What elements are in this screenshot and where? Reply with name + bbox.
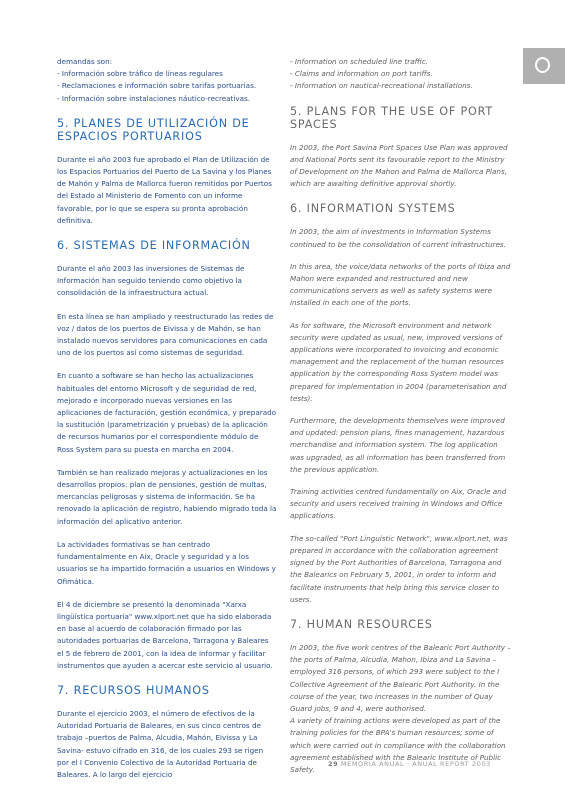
paragraph: Furthermore, the developments themselves were improved and updated: pension plans, fines management, hazardous merchandise and information system. The log application was upgraded, as all information has been transferred from the previous application. (290, 416, 506, 474)
paragraph: Durante el año 2003 las inversiones de Sistemas de Información han seguido teniendo como objetivo la consolidación de la infraestructura actual. (57, 264, 245, 298)
circle-icon (535, 57, 550, 73)
english-column (290, 56, 512, 786)
paragraph: In 2003, the five work centres of the Balearic Port Authority – the ports of Palma, Alcudia, Mahon, Ibiza and La Savina – employed 316 persons, of which 293 were subject to the I Collective Agreement of the Balearic Port Authority. In the course of the year, two increases in the number of Quay Guard jobs, 9 and 4, were authorised. A variety of training actions were developed as part of the training policies for the BPA's human resources; some of which were carried out in compliance with the collaboration agreement established with the Balearic Institute of Public Safety. (290, 642, 511, 774)
paragraph: En esta línea se han ampliado y reestructurado las redes de voz / datos de los puertos de Eivissa y de Mahón, se han instalado nuevos servidores para comunicaciones en cada uno de los puertos así como sistemas de seguridad. (57, 311, 274, 358)
paragraph: Durante el ejercicio 2003, el número de efectivos de la Autoridad Portuaria de Baleares, en sus cinco centros de trabajo –puertos de Palma, Alcudia, Mahón, Eivissa y La Savina- estuvo cifrado en 316, de los cuales 293 se rigen por el I Convenio Colectivo de la Autoridad Portuaria de Baleares. A lo largo del ejercicio (57, 708, 264, 779)
paragraph: También se han realizado mejoras y actualizaciones en los desarrollos propios: plan de pensiones, gestión de multas, mercancías peligrosas y sistema de información. Se ha renovado la aplicación de registro, habiendo migrado toda la información del aplicativo anterior. (57, 467, 277, 526)
section-tab (523, 48, 565, 84)
section-heading: 6. INFORMATION SYSTEMS (290, 202, 456, 216)
intro-list: demandas son: - Información sobre tráfico de líneas regulares - Reclamaciones e información sobre tarifas portuarias. - Información sobre instalaciones náutico-recreativas. (57, 57, 257, 103)
paragraph: In 2003, the Port Savina Port Spaces Use Plan was approved and National Ports sent its favourable report to the Ministry of Development on the Mahon and Palma de Mallorca Plans, which are awaiting definitive approval shortly. (290, 142, 508, 189)
paragraph: As for software, the Microsoft environment and network security were updated as usual, new, improved versions of applications were incorporated to invoicing and economic management and the replacement of the human resources application by the corresponding Ross System model was prepared for implementation in 2004 (parameterisation and tests). (290, 320, 507, 403)
section-heading: 6. SISTEMAS DE INFORMACIÓN (57, 239, 251, 253)
paragraph: In 2003, the aim of investments in Information Systems continued to be the consolidation of current infrastructures. (290, 227, 506, 249)
paragraph: The so-called "Port Linguistic Network", www.xlport.net, was prepared in accordance with the collaboration agreement signed by the Port Authorities of Barcelona, Tarragona and the Balearics on February 5, 2001, in order to inform and facilitate instruments that help bring this service closer to users. (290, 533, 508, 604)
running-title: MEMORIA ANUAL · ANUAL REPORT 2003 (340, 760, 491, 768)
spanish-column (57, 56, 277, 792)
paragraph: Training activities centred fundamentally on Aix, Oracle and security and users received training in Windows and Office applications. (290, 487, 507, 521)
section-heading: 7. HUMAN RESOURCES (290, 617, 433, 631)
intro-list: - Information on scheduled line traffic. - Claims and information on port tariffs. - Information on nautical-recreational installations. (290, 57, 473, 91)
paragraph: La actividades formativas se han centrado fundamentalmente en Aix, Oracle y seguridad y a los usuarios se ha impartido formación a usuarios en Windows y Ofimática. (57, 539, 276, 586)
page-footer (328, 760, 528, 768)
section-heading: 5. PLANS FOR THE USE OF PORT SPACES (290, 104, 494, 131)
paragraph: Durante el año 2003 fue aprobado el Plan de Utilización de los Espacios Portuarios del Puerto de La Savina y los Planes de Mahón y Palma de Mallorca fueron remitidos por Puertos del Estado al Ministerio de Fomento con un informe favorable, por lo que se espera su pronta aprobación definitiva. (57, 154, 272, 225)
paragraph: El 4 de diciembre se presentó la denominada "Xarxa lingüística portuaria" www.xlport.net que ha sido elaborada en base al acuerdo de colaboración firmado por las autoridades portuarias de Barcelona, Tarragona y Baleares el 5 de febrero de 2001, con la idea de informar y facilitar instrumentos que ayuden a acercar este servicio al usuario. (57, 599, 273, 670)
paragraph: En cuanto a software se han hecho las actualizaciones habituales del entorno Microsoft y de seguridad de red, mejorado e incorporado nuevas versiones en las aplicaciones de facturación, gestión económica, y preparado la sustitución (parametrización y pruebas) de la aplicación de recursos humanos por el correspondiente módulo de Ross System para su puesta en marcha en 2004. (57, 371, 277, 454)
page-number: 29 (328, 760, 339, 768)
paragraph: In this area, the voice/data networks of the ports of Ibiza and Mahon were expanded and restructured and new communications servers as well as safety systems were installed in each one of the ports. (290, 261, 511, 308)
section-heading: 5. PLANES DE UTILIZACIÓN DE ESPACIOS PORTUARIOS (57, 116, 250, 143)
section-heading: 7. RECURSOS HUMANOS (57, 683, 210, 697)
